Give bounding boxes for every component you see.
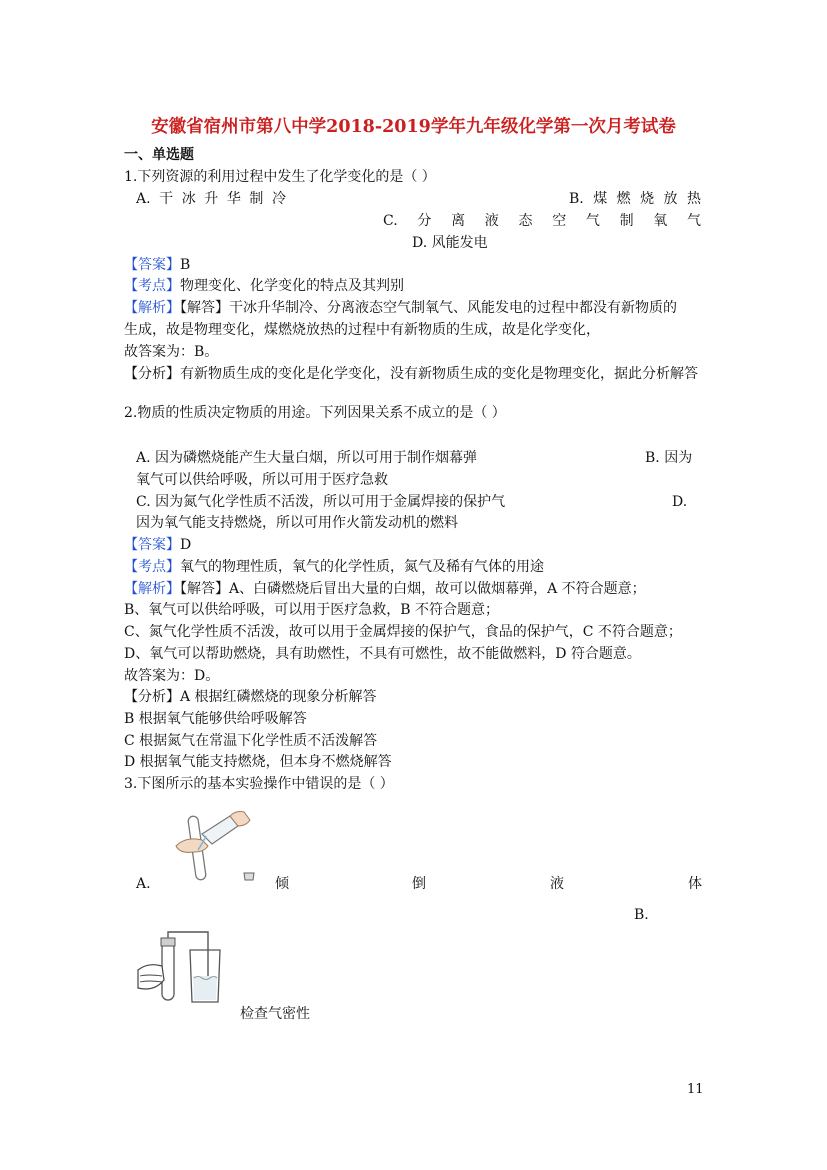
q2-option-b-prefix: B. 因为 xyxy=(645,450,693,466)
q2-answer: 【答案】D xyxy=(124,537,192,553)
page-number: 11 xyxy=(687,1082,704,1097)
q1-option-a: A. 干 冰 升 华 制 冷 xyxy=(136,191,286,207)
q1-stem: 1.下列资源的利用过程中发生了化学变化的是（ ） xyxy=(124,169,436,185)
q2-stem: 2.物质的性质决定物质的用途。下列因果关系不成立的是（ ） xyxy=(124,405,506,421)
q2-option-a: A. 因为磷燃烧能产生大量白烟，所以可用于制作烟幕弹 xyxy=(136,450,478,466)
q1-analysis-line-2: 生成，故是物理变化，煤燃烧放热的过程中有新物质的生成，故是化学变化， xyxy=(124,322,600,338)
q3-option-a-word-4: 体 xyxy=(688,876,702,892)
q3-option-a-word-3: 液 xyxy=(550,876,564,892)
q2-explanation-c: C 根据氮气在常温下化学性质不活泼解答 xyxy=(124,733,378,749)
q1-option-c: C. 分 离 液 态 空 气 制 氧 气 xyxy=(383,213,701,229)
q3-option-a-label: A. xyxy=(136,876,151,892)
q2-option-c: C. 因为氮气化学性质不活泼，所以可用于金属焊接的保护气 xyxy=(136,494,506,510)
q1-analysis-line-3: 故答案为：B。 xyxy=(124,344,219,360)
q2-analysis-line-3: C、氮气化学性质不活泼，故可以用于金属焊接的保护气，食品的保护气，C 不符合题意； xyxy=(124,624,682,640)
q3-option-a-word-2: 倒 xyxy=(412,876,426,892)
airtightness-check-illustration xyxy=(132,930,232,1008)
q3-option-b-caption: 检查气密性 xyxy=(240,1006,310,1022)
q2-explanation-d: D 根据氧气能支持燃烧，但本身不燃烧解答 xyxy=(124,754,392,770)
q2-option-d-prefix: D. xyxy=(672,494,688,510)
q1-explanation: 【分析】有新物质生成的变化是化学变化，没有新物质生成的变化是物理变化，据此分析解答 xyxy=(124,366,698,382)
q2-explanation-b: B 根据氧气能够供给呼吸解答 xyxy=(124,711,307,727)
q2-analysis-line-5: 故答案为：D。 xyxy=(124,668,220,684)
q1-option-b: B. 煤 燃 烧 放 热 xyxy=(569,191,701,207)
q2-option-d: 因为氧气能支持燃烧，所以可用作火箭发动机的燃料 xyxy=(136,515,458,531)
q1-option-d: D. 风能发电 xyxy=(412,235,488,251)
q3-stem: 3.下图所示的基本实验操作中错误的是（ ） xyxy=(124,776,394,792)
q3-option-a-word-1: 倾 xyxy=(275,876,289,892)
section-heading: 一、单选题 xyxy=(124,147,194,163)
q2-analysis-line-1: 【解析】【解答】A、白磷燃烧后冒出大量的白烟，故可以做烟幕弹，A 不符合题意； xyxy=(124,581,646,597)
q3-option-b-label: B. xyxy=(634,907,649,923)
document-title: 安徽省宿州市第八中学2018-2019学年九年级化学第一次月考试卷 xyxy=(151,117,676,137)
q2-knowledge-point: 【考点】氧气的物理性质，氧气的化学性质，氮气及稀有气体的用途 xyxy=(124,559,544,575)
q2-explanation-a: 【分析】A 根据红磷燃烧的现象分析解答 xyxy=(124,689,377,705)
q1-knowledge-point: 【考点】物理变化、化学变化的特点及其判别 xyxy=(124,278,404,294)
q2-option-b: 氧气可以供给呼吸，所以可用于医疗急救 xyxy=(136,472,388,488)
q2-analysis-line-4: D、氧气可以帮助燃烧，具有助燃性，不具有可燃性，故不能做燃料，D 符合题意。 xyxy=(124,646,641,662)
q2-analysis-line-2: B、氧气可以供给呼吸，可以用于医疗急救，B 不符合题意； xyxy=(124,602,500,618)
bottle-stopper-icon xyxy=(242,870,256,882)
q1-answer: 【答案】B xyxy=(124,257,191,273)
q1-analysis-line-1: 【解析】【解答】干冰升华制冷、分离液态空气制氧气、风能发电的过程中都没有新物质的 xyxy=(124,300,677,316)
